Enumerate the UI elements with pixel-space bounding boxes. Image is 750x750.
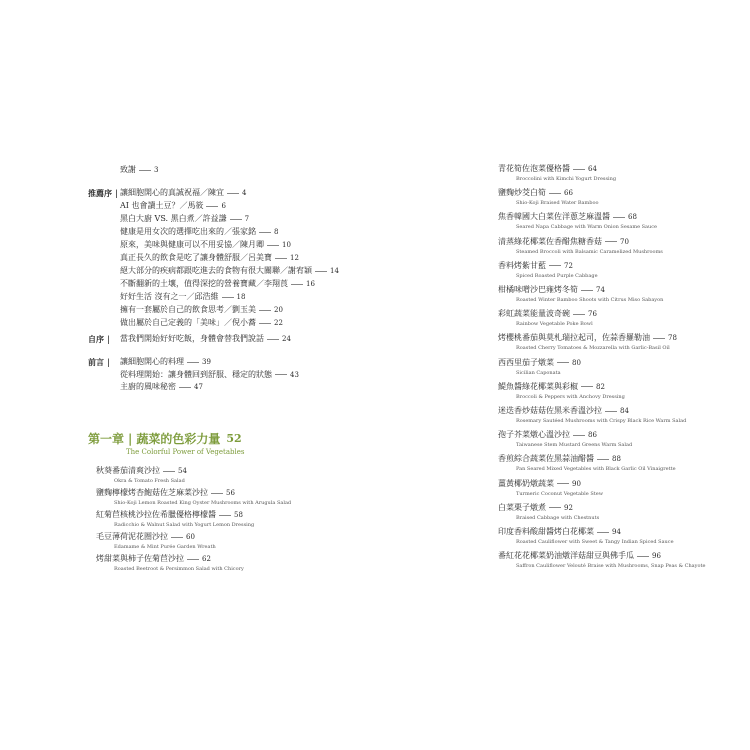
leader-line bbox=[230, 219, 242, 220]
recipe-english-title: Roasted Winter Bamboo Shoots with Citrus Miso Sabayon bbox=[516, 297, 664, 303]
recipe-title-row bbox=[498, 358, 581, 368]
entry-title: 做出屬於自己定義的「美味」／倪小蕎 bbox=[120, 318, 256, 327]
recipe-page: 82 bbox=[596, 382, 605, 391]
recipe-english-title: Broccolini with Kimchi Yogurt Dressing bbox=[516, 176, 617, 182]
leader-line bbox=[315, 271, 327, 272]
recipe-title: 香煎綜合蔬菜佐黑蒜油醋醬 bbox=[498, 454, 594, 464]
recipe-page: 72 bbox=[564, 261, 573, 270]
toc-entry-recommend[interactable] bbox=[120, 188, 246, 198]
recipe-page: 92 bbox=[564, 503, 573, 512]
toc-entry-recommend[interactable] bbox=[120, 253, 299, 263]
recipe-english-title: Braised Cabbage with Chestnuts bbox=[516, 514, 600, 521]
leader-line bbox=[187, 559, 199, 560]
recipe-title: 紅菊苣核桃沙拉佐希臘優格檸檬醬 bbox=[96, 510, 216, 519]
leader-line bbox=[291, 284, 303, 285]
leader-line bbox=[581, 386, 593, 387]
entry-title: 絕大部分的疾病都跟吃進去的食物有很大關聯／謝宥穎 bbox=[120, 266, 312, 275]
recipe-title-row bbox=[498, 382, 625, 392]
leader-line bbox=[597, 532, 609, 533]
section-label-preface-self bbox=[88, 334, 110, 344]
entry-page: 6 bbox=[221, 202, 226, 210]
leader-line bbox=[605, 241, 617, 242]
entry-title: 從料理開始：讓身體回到舒服、穩定的狀態 bbox=[120, 369, 272, 379]
recipe-title: 清蒸綠花椰菜佐香醋焦糖香菇 bbox=[498, 236, 602, 246]
recipe-page: 78 bbox=[668, 334, 677, 343]
leader-line bbox=[259, 323, 271, 324]
recipe-page: 68 bbox=[628, 213, 637, 222]
recipe-english-title: Steamed Broccoli with Balsamic Caramelized Mushrooms bbox=[516, 248, 663, 255]
recipe-entry[interactable] bbox=[498, 164, 616, 183]
entry-title: 健康是用女次的選擇吃出來的／張家銘 bbox=[120, 227, 256, 236]
recipe-title-row bbox=[498, 188, 599, 198]
chapter-title-row bbox=[88, 430, 244, 447]
leader-line bbox=[139, 170, 151, 171]
entry-title: 讓細胞開心的真誠祝福／陳宜 bbox=[120, 188, 224, 197]
recipe-title: 秋葵番茄清爽沙拉 bbox=[96, 466, 160, 475]
leader-line bbox=[549, 507, 561, 508]
recipe-page: 94 bbox=[612, 528, 621, 536]
recipe-page: 84 bbox=[620, 407, 629, 415]
recipe-english-title: Taiwanese Stem Mustard Greens Warm Salad bbox=[516, 442, 633, 449]
recipe-page: 54 bbox=[178, 467, 187, 475]
leader-line bbox=[222, 297, 234, 298]
leader-line bbox=[637, 556, 649, 557]
entry-page: 10 bbox=[282, 241, 291, 249]
entry-page: 3 bbox=[154, 166, 159, 174]
recipe-page: 90 bbox=[572, 479, 581, 488]
entry-page: 14 bbox=[330, 267, 339, 275]
recipe-page: 58 bbox=[234, 511, 243, 519]
recipe-entry[interactable] bbox=[498, 479, 603, 498]
toc-entry-recommend[interactable] bbox=[120, 227, 278, 237]
entry-page: 39 bbox=[202, 358, 211, 366]
entry-page: 47 bbox=[194, 383, 203, 391]
toc-entry-recommend[interactable] bbox=[120, 240, 291, 250]
recipe-title-row bbox=[498, 333, 677, 343]
recipe-entry[interactable] bbox=[498, 382, 625, 401]
recipe-entry[interactable] bbox=[96, 488, 291, 507]
leader-line bbox=[557, 362, 569, 363]
recipe-page: 60 bbox=[186, 533, 195, 541]
entry-title: AI 也會讀土豆？／馬筱 bbox=[120, 201, 204, 210]
recipe-title-row bbox=[498, 261, 598, 271]
recipe-title: 西西里茄子燉菜 bbox=[498, 357, 554, 367]
recipe-entry[interactable] bbox=[498, 503, 599, 522]
recipe-title: 迷迭香炒菇菇佐黑米香溫沙拉 bbox=[498, 406, 602, 415]
leader-line bbox=[653, 338, 665, 339]
recipe-title: 印度香料酸甜醬烤白花椰菜 bbox=[498, 527, 594, 536]
toc-entry-recommend[interactable] bbox=[120, 201, 226, 211]
section-label-recommend bbox=[88, 188, 118, 198]
entry-title: 原來，美味與健康可以不用妥協／陳月卿 bbox=[120, 240, 264, 249]
chapter-subtitle: The Colorful Power of Vegetables bbox=[126, 448, 245, 456]
recipe-title-row bbox=[498, 430, 632, 440]
recipe-title: 彩虹蔬菜能量波奇碗 bbox=[498, 309, 570, 319]
toc-entry-preface-self[interactable] bbox=[120, 334, 291, 344]
recipe-entry[interactable] bbox=[498, 527, 674, 546]
recipe-page: 70 bbox=[620, 237, 629, 246]
leader-line bbox=[581, 290, 593, 291]
leader-line bbox=[573, 435, 585, 436]
chapter-label: 第一章 bbox=[88, 432, 125, 446]
recipe-entry[interactable] bbox=[498, 237, 663, 256]
recipe-english-title: Turmeric Coconut Vegetable Stew bbox=[516, 490, 603, 497]
leader-line bbox=[206, 206, 218, 207]
recipe-english-title: Spiced Roasted Purple Cabbage bbox=[516, 272, 598, 279]
recipe-title-row bbox=[96, 510, 254, 520]
entry-title: 擁有一套屬於自己的飲食思考／劉玉美 bbox=[120, 305, 256, 314]
entry-page: 22 bbox=[274, 319, 283, 327]
recipe-entry[interactable] bbox=[498, 212, 657, 231]
leader-line bbox=[549, 265, 561, 266]
leader-line bbox=[267, 245, 279, 246]
recipe-entry[interactable] bbox=[96, 532, 216, 551]
recipe-title-row bbox=[498, 479, 603, 489]
recipe-english-title: Shio-Koji Lemon Roasted King Oyster Mushrooms with Arugula Salad bbox=[114, 500, 292, 506]
recipe-title: 白菜栗子燉煮 bbox=[498, 502, 546, 512]
recipe-entry[interactable] bbox=[96, 554, 244, 573]
recipe-title-row bbox=[498, 164, 616, 174]
section-label-text: 自序 bbox=[88, 334, 104, 344]
recipe-english-title: Rosemary Sautéed Mushrooms with Crispy Black Rice Warm Salad bbox=[516, 418, 687, 424]
entry-page: 12 bbox=[290, 254, 299, 262]
toc-entry-thanks[interactable] bbox=[120, 165, 158, 175]
toc-entry-recommend[interactable] bbox=[120, 305, 283, 315]
entry-page: 43 bbox=[290, 370, 299, 379]
entry-title: 好好生活 沒有之一／邱浩維 bbox=[120, 292, 219, 301]
section-label-text: 推薦序 bbox=[88, 188, 112, 198]
leader-line bbox=[179, 387, 191, 388]
toc-entry-recommend[interactable] bbox=[120, 292, 245, 302]
recipe-english-title: Sicilian Caponata bbox=[516, 369, 561, 376]
recipe-page: 88 bbox=[612, 455, 621, 464]
entry-title: 讓細胞開心的料理 bbox=[120, 357, 184, 366]
chapter-title: 蔬菜的色彩力量 bbox=[136, 432, 221, 446]
recipe-title: 番紅花花椰菜奶油燉洋菇甜豆與佛手瓜 bbox=[498, 551, 634, 561]
leader-line bbox=[549, 193, 561, 194]
leader-line bbox=[597, 459, 609, 460]
leader-line bbox=[573, 169, 585, 170]
recipe-title-row bbox=[498, 454, 676, 464]
toc-entry-recommend[interactable] bbox=[120, 266, 339, 276]
entry-title: 當我們開始好好吃飯，身體會替我們說話 bbox=[120, 334, 264, 343]
recipe-entry[interactable] bbox=[498, 261, 598, 280]
recipe-entry[interactable] bbox=[96, 466, 187, 485]
toc-entry-preface[interactable] bbox=[120, 382, 203, 392]
recipe-english-title: Saffron Cauliflower Velouté Braise with Mushrooms, Snap Peas & Chayote bbox=[516, 563, 706, 570]
leader-line bbox=[211, 493, 223, 494]
recipe-title-row bbox=[498, 309, 597, 319]
leader-line bbox=[259, 310, 271, 311]
recipe-title: 鹽麴炒茭白筍 bbox=[498, 188, 546, 198]
recipe-page: 64 bbox=[588, 165, 597, 173]
leader-line bbox=[219, 515, 231, 516]
recipe-entry[interactable] bbox=[498, 309, 597, 328]
recipe-title: 焦香韓國大白菜佐洋蔥芝麻溫醬 bbox=[498, 212, 610, 222]
recipe-title-row bbox=[498, 551, 705, 561]
recipe-title: 薑黃椰奶燉蔬菜 bbox=[498, 478, 554, 488]
chapter-header[interactable] bbox=[88, 430, 244, 456]
leader-line bbox=[227, 193, 239, 194]
recipe-title: 烤甜菜與柿子佐菊苣沙拉 bbox=[96, 554, 184, 563]
toc-entry-recommend[interactable] bbox=[120, 279, 315, 289]
recipe-english-title: Radicchio & Walnut Salad with Yogurt Lemon Dressing bbox=[114, 522, 255, 528]
recipe-title-row bbox=[498, 527, 674, 537]
entry-page: 8 bbox=[274, 228, 279, 236]
toc-entry-preface[interactable] bbox=[120, 357, 211, 367]
recipe-entry[interactable] bbox=[498, 285, 663, 304]
entry-page: 4 bbox=[242, 189, 247, 197]
recipe-english-title: Okra & Tomato Fresh Salad bbox=[114, 478, 185, 484]
recipe-entry[interactable] bbox=[498, 406, 686, 425]
leader-line bbox=[613, 217, 625, 218]
recipe-title-row bbox=[498, 237, 663, 247]
leader-line bbox=[163, 471, 175, 472]
leader-line bbox=[573, 314, 585, 315]
recipe-title-row bbox=[498, 503, 599, 513]
leader-line bbox=[275, 258, 287, 259]
recipe-page: 62 bbox=[202, 555, 211, 563]
recipe-title: 柑橘味噌沙巴雍烤冬筍 bbox=[498, 285, 578, 294]
recipe-entry[interactable] bbox=[498, 454, 676, 473]
recipe-entry[interactable] bbox=[96, 510, 254, 529]
recipe-entry[interactable] bbox=[498, 358, 581, 377]
recipe-title-row bbox=[498, 285, 663, 295]
entry-title: 主廚的風味秘密 bbox=[120, 382, 176, 391]
recipe-english-title: Edamame & Mint Purée Garden Wreath bbox=[114, 544, 216, 550]
recipe-title-row bbox=[498, 406, 686, 416]
recipe-english-title: Broccoli & Peppers with Anchovy Dressing bbox=[516, 393, 625, 400]
entry-page: 18 bbox=[236, 293, 246, 301]
entry-page: 20 bbox=[274, 306, 283, 314]
recipe-english-title: Rainbow Vegetable Poke Bowl bbox=[516, 321, 593, 328]
recipe-title: 毛豆薄荷泥花圈沙拉 bbox=[96, 532, 168, 541]
recipe-entry[interactable] bbox=[498, 333, 677, 352]
section-divider: | bbox=[115, 188, 118, 198]
entry-title: 黑白大廚 VS. 黑白煮／許益謙 bbox=[120, 214, 227, 223]
leader-line bbox=[187, 362, 199, 363]
leader-line bbox=[171, 537, 183, 538]
recipe-page: 96 bbox=[652, 552, 661, 561]
toc-entry-preface[interactable] bbox=[120, 370, 299, 380]
recipe-english-title: Roasted Cauliflower with Sweet & Tangy Indian Spiced Sauce bbox=[516, 539, 674, 545]
recipe-title: 青花筍佐泡菜優格醬 bbox=[498, 164, 570, 173]
recipe-title-row bbox=[96, 488, 291, 498]
leader-line bbox=[557, 483, 569, 484]
toc-entry-recommend[interactable] bbox=[120, 318, 283, 328]
recipe-page: 86 bbox=[588, 431, 597, 440]
recipe-title-row bbox=[498, 212, 657, 222]
recipe-page: 56 bbox=[226, 489, 235, 497]
leader-line bbox=[605, 411, 617, 412]
section-label-text: 前言 bbox=[88, 357, 104, 367]
recipe-page: 80 bbox=[572, 358, 581, 367]
recipe-english-title: Roasted Cherry Tomatoes & Mozzarella with Garlic-Basil Oil bbox=[516, 345, 670, 352]
recipe-english-title: Pan Seared Mixed Vegetables with Black Garlic Oil Vinaigrette bbox=[516, 466, 676, 473]
section-divider: | bbox=[107, 334, 110, 344]
leader-line bbox=[259, 232, 271, 233]
recipe-title: 香料烤紫甘藍 bbox=[498, 260, 546, 270]
recipe-title: 鹽麴檸檬烤杏鮑菇佐芝麻菜沙拉 bbox=[96, 488, 208, 497]
recipe-title: 烤櫻桃番茄與莫札瑞拉起司，佐蒜香羅勒油 bbox=[498, 333, 650, 343]
section-divider: | bbox=[107, 357, 110, 367]
recipe-entry[interactable] bbox=[498, 551, 705, 570]
recipe-title: 孢子芥菜燉心溫沙拉 bbox=[498, 430, 570, 440]
recipe-title: 鯷魚醬綠花椰菜與彩椒 bbox=[498, 381, 578, 391]
recipe-entry[interactable] bbox=[498, 188, 599, 207]
recipe-english-title: Shio-Koji Braised Water Bamboo bbox=[516, 200, 599, 207]
recipe-english-title: Seared Napa Cabbage with Warm Onion Sesame Sauce bbox=[516, 224, 658, 231]
recipe-title-row bbox=[96, 554, 244, 564]
recipe-english-title: Roasted Beetroot & Persimmon Salad with Chicory bbox=[114, 566, 244, 572]
leader-line bbox=[275, 374, 287, 375]
entry-title: 真正長久的飲食是吃了讓身體舒服／呂美寶 bbox=[120, 253, 272, 262]
section-label-preface bbox=[88, 357, 110, 367]
recipe-page: 74 bbox=[596, 286, 605, 294]
entry-title: 不斷翻新的土壤，值得深挖的營養寶藏／李翔莨 bbox=[120, 279, 288, 288]
recipe-title-row bbox=[96, 466, 187, 476]
chapter-page: 52 bbox=[226, 432, 242, 445]
recipe-title-row bbox=[96, 532, 216, 542]
entry-page: 24 bbox=[282, 335, 291, 343]
entry-page: 16 bbox=[306, 280, 315, 288]
toc-entry-recommend[interactable] bbox=[120, 214, 249, 224]
entry-page: 7 bbox=[244, 215, 250, 223]
entry-title: 致謝 bbox=[120, 165, 136, 174]
recipe-entry[interactable] bbox=[498, 430, 632, 449]
recipe-page: 76 bbox=[588, 310, 597, 319]
recipe-page: 66 bbox=[564, 189, 573, 198]
leader-line bbox=[267, 339, 279, 340]
chapter-divider: | bbox=[128, 431, 133, 446]
